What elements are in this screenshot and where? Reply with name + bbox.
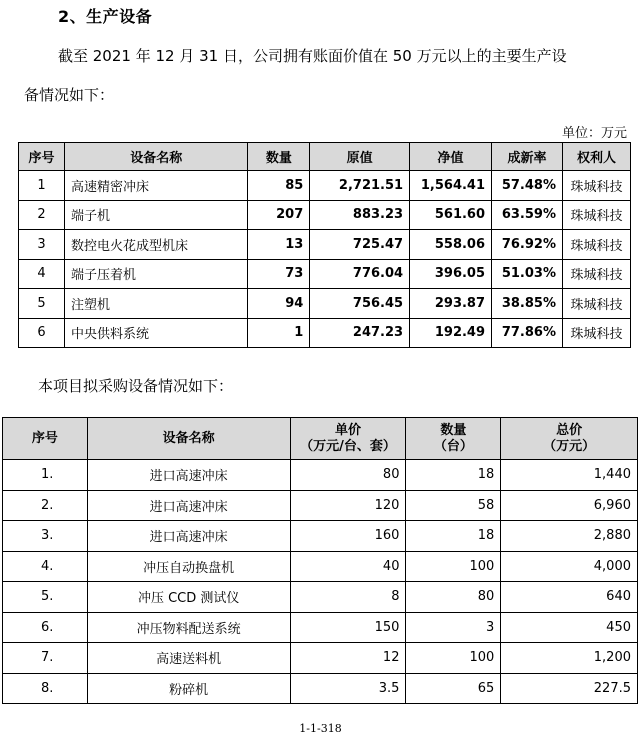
- table-cell: 6.: [3, 612, 88, 643]
- table-cell: 725.47: [310, 230, 410, 260]
- table-cell: 247.23: [310, 318, 410, 348]
- table-cell: 51.03%: [492, 259, 563, 289]
- table-cell: 珠城科技: [562, 200, 630, 230]
- table-cell: 883.23: [310, 200, 410, 230]
- table-cell: 进口高速冲床: [87, 521, 290, 552]
- table-cell: 3.: [3, 521, 88, 552]
- header-cell: 成新率: [492, 143, 563, 171]
- table-cell: 77.86%: [492, 318, 563, 348]
- table-cell: 776.04: [310, 259, 410, 289]
- table-cell: 粉碎机: [87, 673, 290, 704]
- table-cell: 珠城科技: [562, 318, 630, 348]
- table-cell: 94: [248, 289, 310, 319]
- table-cell: 1: [19, 171, 65, 201]
- table-cell: 数控电火花成型机床: [64, 230, 248, 260]
- table-row: [19, 259, 631, 289]
- table-cell: 100: [406, 551, 501, 582]
- table-cell: 6: [19, 318, 65, 348]
- table-cell: 85: [248, 171, 310, 201]
- table-cell: 5.: [3, 582, 88, 613]
- table-cell: 注塑机: [64, 289, 248, 319]
- intro-paragraph-line2: 备情况如下：: [24, 86, 115, 104]
- header-cell: 单价 （万元/台、套）: [290, 418, 406, 460]
- table-cell: 2.: [3, 490, 88, 521]
- table-cell: 4: [19, 259, 65, 289]
- header-cell: 设备名称: [64, 143, 248, 171]
- table-cell: 58: [406, 490, 501, 521]
- table-cell: 2,880: [501, 521, 638, 552]
- table-cell: 4.: [3, 551, 88, 582]
- table-cell: 端子压着机: [64, 259, 248, 289]
- table-cell: 12: [290, 643, 406, 674]
- table-cell: 珠城科技: [562, 230, 630, 260]
- table-cell: 1,440: [501, 460, 638, 491]
- table-cell: 8: [290, 582, 406, 613]
- table-cell: 756.45: [310, 289, 410, 319]
- table-cell: 450: [501, 612, 638, 643]
- table-cell: 珠城科技: [562, 289, 630, 319]
- procurement-intro: 本项目拟采购设备情况如下：: [38, 377, 234, 395]
- table-cell: 38.85%: [492, 289, 563, 319]
- table-row: [19, 318, 631, 348]
- section-heading: 2、生产设备: [58, 7, 153, 26]
- table-cell: 进口高速冲床: [87, 490, 290, 521]
- table-cell: 冲压自动换盘机: [87, 551, 290, 582]
- existing-equipment-table: [18, 142, 631, 348]
- table-cell: 7.: [3, 643, 88, 674]
- table-cell: 1,564.41: [410, 171, 492, 201]
- table-cell: 1,200: [501, 643, 638, 674]
- table-cell: 进口高速冲床: [87, 460, 290, 491]
- table-cell: 73: [248, 259, 310, 289]
- table-cell: 293.87: [410, 289, 492, 319]
- table-cell: 6,960: [501, 490, 638, 521]
- header-cell: 设备名称: [87, 418, 290, 460]
- table-row: [3, 551, 638, 582]
- table-cell: 1: [248, 318, 310, 348]
- intro-paragraph-line1: 截至 2021 年 12 月 31 日，公司拥有账面价值在 50 万元以上的主要生产设: [58, 47, 567, 65]
- table-cell: 40: [290, 551, 406, 582]
- table-row: [19, 200, 631, 230]
- header-cell: 权利人: [562, 143, 630, 171]
- table-cell: 高速精密冲床: [64, 171, 248, 201]
- table-cell: 18: [406, 460, 501, 491]
- table-cell: 160: [290, 521, 406, 552]
- table-cell: 冲压物料配送系统: [87, 612, 290, 643]
- table-cell: 80: [406, 582, 501, 613]
- table-cell: 57.48%: [492, 171, 563, 201]
- table-row: [3, 582, 638, 613]
- table-cell: 150: [290, 612, 406, 643]
- header-cell: 数量: [248, 143, 310, 171]
- table-cell: 端子机: [64, 200, 248, 230]
- table-cell: 561.60: [410, 200, 492, 230]
- table-cell: 396.05: [410, 259, 492, 289]
- table-cell: 3: [19, 230, 65, 260]
- table-cell: 76.92%: [492, 230, 563, 260]
- table-cell: 192.49: [410, 318, 492, 348]
- header-cell: 总价 （万元）: [501, 418, 638, 460]
- table-row: [3, 612, 638, 643]
- table-cell: 1.: [3, 460, 88, 491]
- table-cell: 8.: [3, 673, 88, 704]
- table-header-row: [3, 418, 638, 460]
- table-cell: 3: [406, 612, 501, 643]
- table-cell: 640: [501, 582, 638, 613]
- table-cell: 3.5: [290, 673, 406, 704]
- table-row: [3, 521, 638, 552]
- table-cell: 珠城科技: [562, 259, 630, 289]
- table-row: [19, 171, 631, 201]
- header-cell: 净值: [410, 143, 492, 171]
- table-cell: 中央供料系统: [64, 318, 248, 348]
- table-header-row: [19, 143, 631, 171]
- table-cell: 80: [290, 460, 406, 491]
- table-cell: 65: [406, 673, 501, 704]
- table-cell: 4,000: [501, 551, 638, 582]
- table-row: [19, 230, 631, 260]
- header-cell: 序号: [3, 418, 88, 460]
- procurement-equipment-table: [2, 417, 638, 704]
- table-cell: 珠城科技: [562, 171, 630, 201]
- table-row: [19, 289, 631, 319]
- table-cell: 13: [248, 230, 310, 260]
- table-row: [3, 460, 638, 491]
- table-cell: 227.5: [501, 673, 638, 704]
- table-cell: 100: [406, 643, 501, 674]
- table-cell: 120: [290, 490, 406, 521]
- table-row: [3, 490, 638, 521]
- unit-label: 单位：万元: [561, 126, 627, 141]
- table-cell: 558.06: [410, 230, 492, 260]
- page-number: 1-1-318: [299, 722, 342, 735]
- table-row: [3, 643, 638, 674]
- header-cell: 数量 （台）: [406, 418, 501, 460]
- header-cell: 序号: [19, 143, 65, 171]
- table-cell: 207: [248, 200, 310, 230]
- table-cell: 18: [406, 521, 501, 552]
- table-cell: 5: [19, 289, 65, 319]
- table-cell: 冲压 CCD 测试仪: [87, 582, 290, 613]
- table-cell: 63.59%: [492, 200, 563, 230]
- header-cell: 原值: [310, 143, 410, 171]
- table-cell: 2,721.51: [310, 171, 410, 201]
- table-cell: 高速送料机: [87, 643, 290, 674]
- table-cell: 2: [19, 200, 65, 230]
- table-row: [3, 673, 638, 704]
